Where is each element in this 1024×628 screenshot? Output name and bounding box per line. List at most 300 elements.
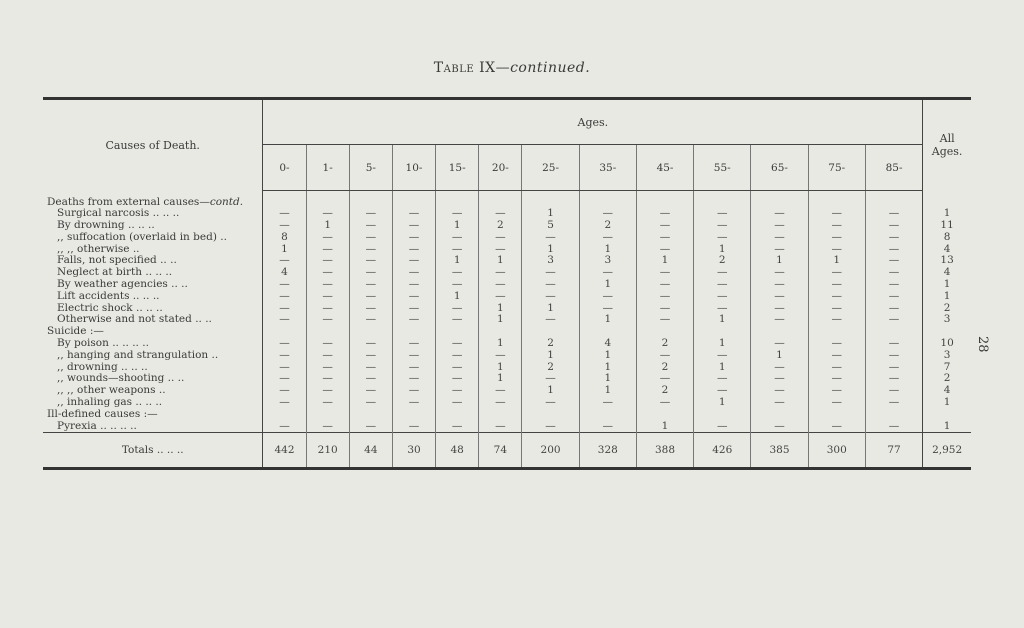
count-cell: 1 bbox=[751, 350, 808, 362]
count-cell: — bbox=[888, 396, 900, 409]
all-ages-cell: 2 bbox=[923, 303, 971, 315]
count-cell: — bbox=[751, 373, 808, 385]
count-cell: — bbox=[479, 244, 522, 256]
count-cell: 1 bbox=[479, 338, 522, 350]
count-cell: — bbox=[349, 255, 392, 267]
count-cell: 1 bbox=[694, 338, 751, 350]
cause-label: ,, ,, other weapons .. bbox=[43, 385, 263, 397]
cause-label: By weather agencies .. .. bbox=[43, 279, 263, 291]
count-cell: — bbox=[306, 232, 349, 244]
count-cell: 1 bbox=[522, 208, 579, 220]
cause-label: Lift accidents .. .. .. bbox=[43, 291, 263, 303]
count-cell: — bbox=[751, 421, 808, 433]
count-cell: — bbox=[522, 373, 579, 385]
count-cell: 1 bbox=[522, 350, 579, 362]
empty-cell bbox=[865, 409, 922, 421]
count-cell: — bbox=[436, 267, 479, 279]
count-cell: — bbox=[349, 303, 392, 315]
count-cell: — bbox=[694, 267, 751, 279]
count-cell: — bbox=[636, 232, 693, 244]
count-cell: — bbox=[751, 244, 808, 256]
count-cell: 1 bbox=[522, 244, 579, 256]
count-cell: — bbox=[306, 255, 349, 267]
count-cell: — bbox=[263, 397, 306, 409]
cause-label: Otherwise and not stated .. .. bbox=[43, 314, 263, 326]
count-cell: — bbox=[436, 338, 479, 350]
table-row bbox=[43, 291, 971, 303]
count-cell: 1 bbox=[694, 244, 751, 256]
empty-cell bbox=[808, 191, 865, 209]
empty-cell bbox=[479, 191, 522, 209]
count-cell: — bbox=[349, 373, 392, 385]
count-cell: 1 bbox=[522, 385, 579, 397]
count-cell: — bbox=[306, 338, 349, 350]
count-cell: — bbox=[888, 278, 900, 291]
age-group-header: 15- bbox=[436, 145, 479, 191]
count-cell: — bbox=[349, 267, 392, 279]
age-group-header: 85- bbox=[865, 145, 922, 191]
count-cell: — bbox=[436, 314, 479, 326]
all-ages-cell: 1 bbox=[923, 397, 971, 409]
count-cell: — bbox=[436, 208, 479, 220]
count-cell: 2 bbox=[522, 362, 579, 374]
empty-cell bbox=[636, 191, 693, 209]
all-ages-cell: 2 bbox=[923, 373, 971, 385]
count-cell: — bbox=[263, 303, 306, 315]
count-cell: — bbox=[263, 385, 306, 397]
total-count-cell: 442 bbox=[263, 433, 306, 469]
all-ages-cell: 1 bbox=[923, 279, 971, 291]
count-cell: — bbox=[306, 303, 349, 315]
table-row bbox=[43, 397, 971, 409]
count-cell: — bbox=[808, 373, 865, 385]
count-cell: — bbox=[808, 314, 865, 326]
count-cell: — bbox=[436, 232, 479, 244]
count-cell: — bbox=[479, 208, 522, 220]
count-cell: 1 bbox=[306, 220, 349, 232]
count-cell: — bbox=[306, 385, 349, 397]
age-group-header: 75- bbox=[808, 145, 865, 191]
count-cell: — bbox=[751, 267, 808, 279]
count-cell: — bbox=[392, 267, 435, 279]
count-cell: — bbox=[888, 254, 900, 267]
count-cell: — bbox=[579, 291, 636, 303]
total-count-cell: 426 bbox=[694, 433, 751, 469]
count-cell: — bbox=[808, 338, 865, 350]
count-cell: — bbox=[263, 421, 306, 433]
table-row bbox=[43, 314, 971, 326]
count-cell: 1 bbox=[694, 362, 751, 374]
empty-cell bbox=[808, 409, 865, 421]
count-cell: — bbox=[392, 291, 435, 303]
count-cell: — bbox=[263, 291, 306, 303]
count-cell: — bbox=[349, 232, 392, 244]
cause-label: ,, drowning .. .. .. bbox=[43, 362, 263, 374]
count-cell: — bbox=[479, 291, 522, 303]
count-cell: 1 bbox=[636, 255, 693, 267]
empty-cell bbox=[263, 191, 306, 209]
count-cell: — bbox=[349, 220, 392, 232]
total-count-cell: 77 bbox=[865, 433, 922, 469]
count-cell: — bbox=[436, 244, 479, 256]
count-cell: — bbox=[349, 279, 392, 291]
all-ages-cell: 1 bbox=[923, 291, 971, 303]
count-cell: — bbox=[888, 289, 900, 302]
table-body bbox=[43, 191, 971, 433]
age-group-header: 5- bbox=[349, 145, 392, 191]
count-cell: 4 bbox=[579, 338, 636, 350]
cause-label: ,, inhaling gas .. .. .. bbox=[43, 397, 263, 409]
count-cell: — bbox=[694, 279, 751, 291]
count-cell: 1 bbox=[579, 385, 636, 397]
count-cell: — bbox=[694, 220, 751, 232]
cause-label: ,, hanging and strangulation .. bbox=[43, 350, 263, 362]
count-cell: — bbox=[392, 350, 435, 362]
count-cell: 1 bbox=[579, 314, 636, 326]
count-cell: 1 bbox=[479, 255, 522, 267]
count-cell: 4 bbox=[263, 267, 306, 279]
all-ages-cell: 4 bbox=[923, 267, 971, 279]
count-cell: — bbox=[263, 208, 306, 220]
count-cell: — bbox=[436, 279, 479, 291]
count-cell: — bbox=[522, 314, 579, 326]
section-label-illdefined: Ill-defined causes :— bbox=[43, 409, 263, 421]
count-cell: — bbox=[808, 291, 865, 303]
count-cell: — bbox=[808, 279, 865, 291]
cause-label: Neglect at birth .. .. .. bbox=[43, 267, 263, 279]
count-cell: — bbox=[694, 350, 751, 362]
count-cell: — bbox=[808, 397, 865, 409]
count-cell: 1 bbox=[579, 362, 636, 374]
count-cell: — bbox=[306, 373, 349, 385]
count-cell: — bbox=[751, 208, 808, 220]
count-cell: — bbox=[694, 303, 751, 315]
count-cell: — bbox=[349, 385, 392, 397]
count-cell: — bbox=[751, 385, 808, 397]
count-cell: — bbox=[263, 220, 306, 232]
count-cell: — bbox=[751, 291, 808, 303]
age-group-header: 10- bbox=[392, 145, 435, 191]
empty-cell bbox=[751, 191, 808, 209]
count-cell: — bbox=[808, 244, 865, 256]
count-cell: — bbox=[579, 397, 636, 409]
count-cell: — bbox=[392, 232, 435, 244]
count-cell: — bbox=[306, 362, 349, 374]
cause-label: Surgical narcosis .. .. .. bbox=[43, 208, 263, 220]
all-ages-cell: 1 bbox=[923, 208, 971, 220]
count-cell: — bbox=[349, 244, 392, 256]
count-cell: — bbox=[579, 267, 636, 279]
count-cell: — bbox=[694, 373, 751, 385]
count-cell: — bbox=[694, 232, 751, 244]
age-group-header: 35- bbox=[579, 145, 636, 191]
count-cell: — bbox=[579, 303, 636, 315]
empty-cell bbox=[436, 409, 479, 421]
age-group-header: 65- bbox=[751, 145, 808, 191]
count-cell: — bbox=[392, 338, 435, 350]
section-row bbox=[43, 409, 971, 421]
empty-cell bbox=[479, 409, 522, 421]
count-cell: 2 bbox=[579, 220, 636, 232]
empty-cell bbox=[694, 191, 751, 209]
count-cell: 2 bbox=[479, 220, 522, 232]
count-cell: — bbox=[392, 208, 435, 220]
age-group-header: 55- bbox=[694, 145, 751, 191]
count-cell: — bbox=[888, 360, 900, 373]
empty-cell bbox=[522, 409, 579, 421]
count-cell: — bbox=[751, 362, 808, 374]
count-cell: — bbox=[636, 279, 693, 291]
total-count-cell: 210 bbox=[306, 433, 349, 469]
count-cell: — bbox=[751, 220, 808, 232]
count-cell: — bbox=[263, 338, 306, 350]
age-group-header: 20- bbox=[479, 145, 522, 191]
totals-row bbox=[43, 433, 971, 469]
empty-cell bbox=[694, 409, 751, 421]
empty-cell bbox=[923, 409, 971, 421]
count-cell: 1 bbox=[479, 303, 522, 315]
count-cell: — bbox=[392, 303, 435, 315]
count-cell: — bbox=[349, 362, 392, 374]
ages-header: Ages. bbox=[263, 99, 923, 145]
total-count-cell: 388 bbox=[636, 433, 693, 469]
all-ages-cell: 4 bbox=[923, 244, 971, 256]
count-cell: — bbox=[694, 385, 751, 397]
count-cell: — bbox=[349, 350, 392, 362]
count-cell: — bbox=[808, 267, 865, 279]
count-cell: — bbox=[636, 208, 693, 220]
count-cell: — bbox=[522, 397, 579, 409]
empty-cell bbox=[636, 409, 693, 421]
cause-label: Pyrexia .. .. .. .. bbox=[43, 421, 263, 433]
count-cell: — bbox=[306, 244, 349, 256]
total-count-cell: 328 bbox=[579, 433, 636, 469]
count-cell: — bbox=[888, 419, 900, 432]
count-cell: — bbox=[888, 230, 900, 243]
count-cell: — bbox=[636, 267, 693, 279]
count-cell: — bbox=[392, 373, 435, 385]
cause-label: ,, wounds—shooting .. .. bbox=[43, 373, 263, 385]
totals-label: Totals .. .. .. bbox=[43, 433, 263, 469]
count-cell: 1 bbox=[436, 220, 479, 232]
count-cell: 1 bbox=[522, 303, 579, 315]
count-cell: — bbox=[636, 303, 693, 315]
table-row bbox=[43, 232, 971, 244]
section-label-suicide: Suicide :— bbox=[43, 326, 263, 338]
count-cell: — bbox=[349, 338, 392, 350]
all-ages-cell: 3 bbox=[923, 350, 971, 362]
count-cell: — bbox=[751, 397, 808, 409]
count-cell: — bbox=[349, 314, 392, 326]
count-cell: — bbox=[479, 279, 522, 291]
count-cell: — bbox=[392, 244, 435, 256]
count-cell: — bbox=[479, 385, 522, 397]
count-cell: — bbox=[479, 350, 522, 362]
cause-label: Falls, not specified .. .. bbox=[43, 255, 263, 267]
count-cell: — bbox=[392, 255, 435, 267]
count-cell: 1 bbox=[694, 314, 751, 326]
count-cell: — bbox=[751, 338, 808, 350]
count-cell: 2 bbox=[636, 338, 693, 350]
count-cell: — bbox=[263, 362, 306, 374]
section-contd: contd. bbox=[209, 195, 244, 208]
count-cell: 2 bbox=[694, 255, 751, 267]
cause-label: ,, ,, otherwise .. bbox=[43, 244, 263, 256]
count-cell: — bbox=[392, 421, 435, 433]
count-cell: — bbox=[888, 266, 900, 279]
count-cell: 1 bbox=[579, 350, 636, 362]
count-cell: — bbox=[751, 314, 808, 326]
count-cell: — bbox=[694, 421, 751, 433]
total-count-cell: 30 bbox=[392, 433, 435, 469]
empty-cell bbox=[263, 409, 306, 421]
count-cell: — bbox=[263, 373, 306, 385]
count-cell: — bbox=[479, 397, 522, 409]
section-label-external bbox=[43, 191, 263, 209]
count-cell: — bbox=[522, 267, 579, 279]
count-cell: — bbox=[751, 303, 808, 315]
cause-label: Electric shock .. .. .. bbox=[43, 303, 263, 315]
count-cell: 1 bbox=[636, 421, 693, 433]
count-cell: — bbox=[808, 421, 865, 433]
empty-cell bbox=[349, 409, 392, 421]
count-cell: — bbox=[636, 397, 693, 409]
count-cell: — bbox=[888, 301, 900, 314]
count-cell: — bbox=[392, 397, 435, 409]
all-ages-cell: 1 bbox=[923, 421, 971, 433]
count-cell: — bbox=[522, 291, 579, 303]
count-cell: — bbox=[349, 397, 392, 409]
count-cell: 1 bbox=[479, 373, 522, 385]
count-cell: — bbox=[392, 279, 435, 291]
all-ages-cell: 3 bbox=[923, 314, 971, 326]
page-number: 28 bbox=[975, 336, 990, 353]
count-cell: 1 bbox=[579, 244, 636, 256]
total-count-cell: 300 bbox=[808, 433, 865, 469]
empty-cell bbox=[392, 191, 435, 209]
cause-label: By drowning .. .. .. bbox=[43, 220, 263, 232]
age-group-header: 0- bbox=[263, 145, 306, 191]
count-cell: 1 bbox=[263, 244, 306, 256]
count-cell: — bbox=[306, 350, 349, 362]
count-cell: — bbox=[436, 385, 479, 397]
count-cell: — bbox=[579, 421, 636, 433]
count-cell: — bbox=[263, 350, 306, 362]
table-row bbox=[43, 350, 971, 362]
count-cell: — bbox=[349, 208, 392, 220]
count-cell: 8 bbox=[263, 232, 306, 244]
count-cell: — bbox=[751, 279, 808, 291]
cause-label: ,, suffocation (overlaid in bed) .. bbox=[43, 232, 263, 244]
count-cell: — bbox=[436, 303, 479, 315]
total-count-cell: 74 bbox=[479, 433, 522, 469]
count-cell: — bbox=[808, 362, 865, 374]
count-cell: — bbox=[888, 384, 900, 397]
empty-cell bbox=[392, 409, 435, 421]
table-title: Table IX—continued. bbox=[433, 60, 591, 76]
count-cell: — bbox=[808, 232, 865, 244]
all-ages-cell: 13 bbox=[923, 255, 971, 267]
count-cell: 3 bbox=[579, 255, 636, 267]
count-cell: — bbox=[694, 291, 751, 303]
count-cell: 2 bbox=[522, 338, 579, 350]
age-group-header: 1- bbox=[306, 145, 349, 191]
empty-cell bbox=[865, 191, 922, 209]
count-cell: — bbox=[306, 314, 349, 326]
count-cell: — bbox=[636, 314, 693, 326]
count-cell: — bbox=[808, 220, 865, 232]
count-cell: — bbox=[808, 303, 865, 315]
age-group-header: 25- bbox=[522, 145, 579, 191]
count-cell: — bbox=[888, 219, 900, 232]
count-cell: — bbox=[392, 362, 435, 374]
count-cell: — bbox=[636, 244, 693, 256]
count-cell: 1 bbox=[436, 255, 479, 267]
section-row bbox=[43, 191, 971, 209]
count-cell: — bbox=[636, 220, 693, 232]
count-cell: — bbox=[888, 313, 900, 326]
count-cell: — bbox=[888, 242, 900, 255]
section-text: Deaths from external causes— bbox=[47, 195, 210, 208]
count-cell: — bbox=[306, 421, 349, 433]
total-count-cell: 200 bbox=[522, 433, 579, 469]
count-cell: — bbox=[263, 279, 306, 291]
count-cell: — bbox=[579, 232, 636, 244]
all-ages-cell: 7 bbox=[923, 362, 971, 374]
count-cell: — bbox=[349, 421, 392, 433]
causes-header: Causes of Death. bbox=[43, 99, 263, 191]
count-cell: 2 bbox=[636, 362, 693, 374]
count-cell: — bbox=[306, 397, 349, 409]
count-cell: — bbox=[479, 232, 522, 244]
count-cell: — bbox=[636, 291, 693, 303]
table-row bbox=[43, 421, 971, 433]
total-count-cell: 48 bbox=[436, 433, 479, 469]
grand-total-cell: 2,952 bbox=[923, 433, 971, 469]
count-cell: — bbox=[636, 350, 693, 362]
count-cell: — bbox=[349, 291, 392, 303]
all-ages-cell: 4 bbox=[923, 385, 971, 397]
count-cell: — bbox=[808, 385, 865, 397]
count-cell: — bbox=[436, 373, 479, 385]
total-count-cell: 44 bbox=[349, 433, 392, 469]
count-cell: — bbox=[392, 220, 435, 232]
empty-cell bbox=[306, 191, 349, 209]
count-cell: — bbox=[888, 372, 900, 385]
count-cell: — bbox=[694, 208, 751, 220]
all-ages-cell: 10 bbox=[923, 338, 971, 350]
count-cell: — bbox=[522, 421, 579, 433]
table-row bbox=[43, 244, 971, 256]
count-cell: 1 bbox=[579, 279, 636, 291]
count-cell: 2 bbox=[636, 385, 693, 397]
empty-cell bbox=[579, 191, 636, 209]
count-cell: — bbox=[392, 314, 435, 326]
empty-cell bbox=[306, 409, 349, 421]
count-cell: — bbox=[808, 208, 865, 220]
count-cell: — bbox=[579, 208, 636, 220]
count-cell: 1 bbox=[579, 373, 636, 385]
count-cell: — bbox=[436, 397, 479, 409]
count-cell: — bbox=[888, 207, 900, 220]
count-cell: — bbox=[436, 350, 479, 362]
count-cell: — bbox=[392, 385, 435, 397]
count-cell: — bbox=[522, 279, 579, 291]
count-cell: — bbox=[636, 373, 693, 385]
count-cell: — bbox=[522, 232, 579, 244]
count-cell: 1 bbox=[436, 291, 479, 303]
empty-cell bbox=[751, 409, 808, 421]
